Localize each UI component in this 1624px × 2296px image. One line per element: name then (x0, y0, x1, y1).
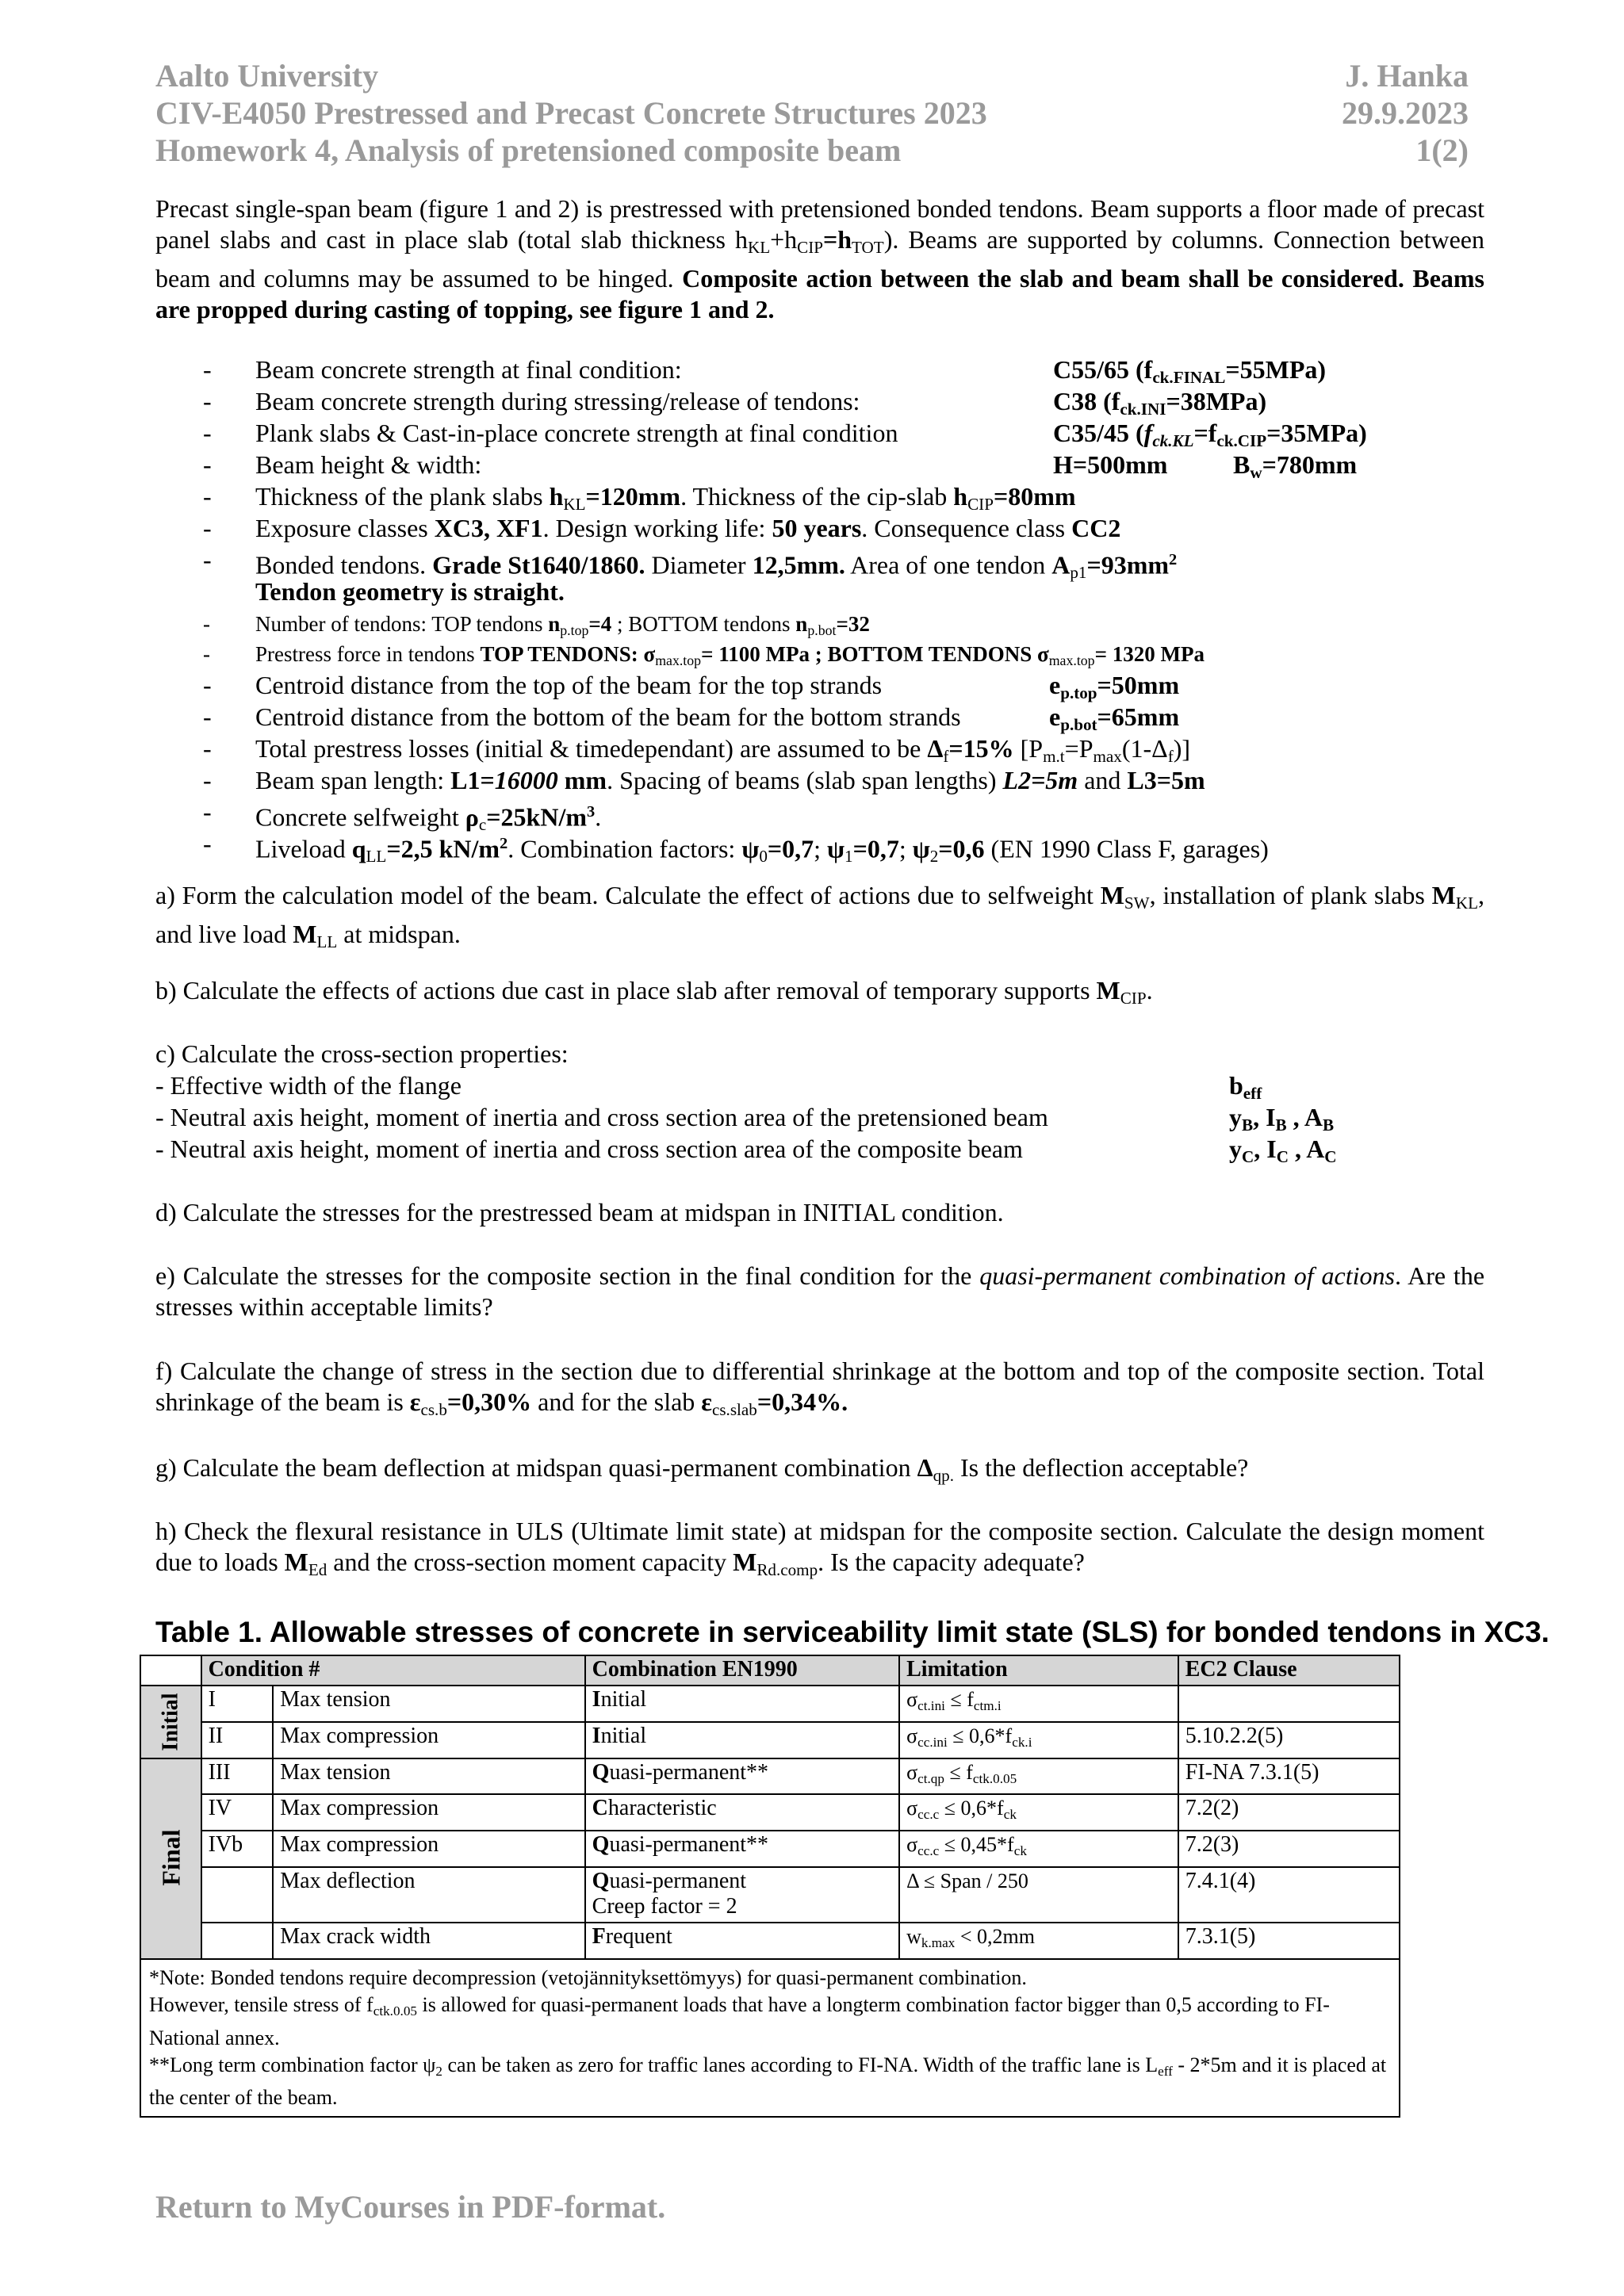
course-title: CIV-E4050 Prestressed and Precast Concrete Structures 2023 (155, 95, 987, 131)
group-initial-label: Initial (140, 1686, 201, 1758)
param-centroid-bottom: - Centroid distance from the bottom of the beam for the bottom strands $e_{p.bot}=65mm$ (203, 702, 1180, 734)
param-slab-strength: - Plank slabs & Cast-in-place concrete strength at final condition C35/45 $(f_{ck.KL}=f_{ck.CIP}=35MPa)$ (203, 419, 1367, 450)
table-header-row (140, 1655, 1400, 1686)
intro-paragraph: Precast single-span beam (figure 1 and 2) is prestressed with pretensioned bonded tendons. Beam supports a floor made of precast panel slabs and cast in place slab (total slab thickness $h_{KL}+h_{CIP}=h_{TOT}$). Beams are supported by columns. Connection between beam and columns may be assumed to be hinged. Composite action between the slab and beam shall be considered. Beams are propped during casting of topping, see figure 1 and 2. (155, 194, 1485, 323)
param-number-of-tendons: - Number of tendons: TOP tendons $n_{p.top}=4$ ; BOTTOM tendons $n_{p.bot}=32$ (203, 612, 870, 638)
page-header (155, 57, 1469, 169)
table-row: IV Max compression Characteristic $\sigma_{cc.c} \le 0,6*f_{ck}$ 7.2(2) (140, 1794, 1400, 1831)
table-row: Final III Max tension Quasi-permanent** $\sigma_{ct.qp} \le f_{ctk.0.05}$ FI-NA 7.3.1(5) (140, 1758, 1400, 1795)
question-e: e) Calculate the stresses for the composite section in the final condition for the quasi-permanent combination of actions. Are the stresses within acceptable limits? (155, 1261, 1485, 1321)
group-final-label: Final (140, 1758, 201, 1959)
param-beam-dimensions: - Beam height & width: H=500mm $B_w=780mm$ (203, 450, 1358, 482)
table-note-row (140, 1959, 1400, 2118)
param-exposure-classes: - Exposure classes XC3, XF1. Design working life: 50 years. Consequence class CC2 (203, 514, 1121, 542)
question-g: g) Calculate the beam deflection at midspan quasi-permanent combination $\Delta_{qp.}$ Is the deflection acceptable? (155, 1453, 1249, 1485)
table-row: Max deflection Quasi-permanent Creep factor = 2 Δ ≤ Span / 250 7.4.1(4) (140, 1867, 1400, 1923)
header-clause: EC2 Clause (1178, 1655, 1400, 1686)
table-row: Initial I Max tension Initial $\sigma_{ct.ini} \le f_{ctm.i}$ (140, 1686, 1400, 1722)
param-concrete-selfweight: - Concrete selfweight $\rho_c=25kN/m^3$. (203, 798, 602, 835)
page-number: 1(2) (1415, 132, 1469, 168)
question-a: a) Form the calculation model of the beam. Calculate the effect of actions due to selfweight $M_{SW}$, installation of plank slabs $M_{KL}$, and live load $M_{LL}$ at midspan. (155, 881, 1485, 951)
param-centroid-top: - Centroid distance from the top of the beam for the top strands $e_{p.top}=50mm$ (203, 671, 1180, 702)
param-prestress-losses: - Total prestress losses (initial & timedependant) are assumed to be $\Delta_f=15\%$ $[P_{m.t}=P_{max}(1-\Delta_f)]$ (203, 734, 1191, 766)
parameter-list (203, 354, 1488, 867)
param-tendon-geometry: Tendon geometry is straight. (255, 577, 565, 606)
header-limitation: Limitation (899, 1655, 1178, 1686)
param-liveload: - Liveload $q_{LL}=2,5$ $kN/m^2$. Combination factors: $\psi_0=0,7$; $\psi_1=0,7$; $\psi_2=0,6$ (EN 1990 Class F, garages) (203, 829, 1269, 867)
table-title: Table 1. Allowable stresses of concrete in serviceability limit state (SLS) for bonded tendons in XC3. (155, 1616, 1549, 1648)
author-name: J. Hanka (1345, 58, 1469, 94)
sls-stress-table (140, 1655, 1400, 2118)
homework-title: Homework 4, Analysis of pretensioned composite beam (155, 132, 902, 168)
param-bonded-tendons: - Bonded tendons. Grade St1640/1860. Diameter 12,5mm. Area of one tendon $A_{p1}=93mm^2$ (203, 545, 1178, 583)
question-d: d) Calculate the stresses for the prestressed beam at midspan in INITIAL condition. (155, 1198, 1004, 1226)
question-h: h) Check the flexural resistance in ULS (Ultimate limit state) at midspan for the composite section. Calculate the design moment due to loads $M_{Ed}$ and the cross-section moment capacity $M_{Rd.comp}$. Is the capacity adequate? (155, 1517, 1484, 1579)
table-row: IVb Max compression Quasi-permanent** $\sigma_{cc.c} \le 0,45*f_{ck}$ 7.2(3) (140, 1831, 1400, 1867)
param-prestress-force: - Prestress force in tendons TOP TENDONS: $\sigma_{max.top}= 1100$ MPa ; BOTTOM TENDONS $\sigma_{max.top}= 1320$ MPa (203, 642, 1205, 668)
table-note: *Note: Bonded tendons require decompression (vetojännityksettömyys) for quasi-permanent combination. However, tensile stress of $f_{ctk.0.05}$ is allowed for quasi-permanent loads that have a longterm combination factor bigger than 0,5 according to FI-National annex. **Long term combination factor $\psi_2$ can be taken as zero for traffic lanes according to FI-NA. Width of the traffic lane is $L_{eff} - 2*5m$ and it is placed at the center of the beam. (140, 1959, 1400, 2118)
table-row: Max crack width Frequent $w_{k.max} < 0,2mm$ 7.3.1(5) (140, 1923, 1400, 1959)
document-date: 29.9.2023 (1342, 95, 1469, 131)
param-slab-thickness: - Thickness of the plank slabs $h_{KL}=120mm$. Thickness of the cip-slab $h_{CIP}=80mm$ (203, 482, 1076, 514)
table-row: II Max compression Initial $\sigma_{cc.ini} \le 0,6*f_{ck.i}$ 5.10.2.2(5) (140, 1722, 1400, 1758)
param-beam-strength-initial: - Beam concrete strength during stressing/release of tendons: C38 $(f_{ck.INI}=38MPa)$ (203, 387, 1267, 419)
question-f: f) Calculate the change of stress in the section due to differential shrinkage at the bottom and top of the composite section. Total shrinkage of the beam is $\varepsilon_{cs.b}=0,30\%$ and for the slab $\varepsilon_{cs.slab}=0,34\%$. (155, 1357, 1484, 1419)
header-condition: Condition # (201, 1655, 585, 1686)
question-b: b) Calculate the effects of actions due cast in place slab after removal of temporary supports $M_{CIP}$. (155, 976, 1153, 1008)
university-name: Aalto University (155, 58, 379, 94)
footer-note: Return to MyCourses in PDF-format. (155, 2189, 666, 2225)
param-beam-strength-final: - Beam concrete strength at final condition: C55/65 $(f_{ck.FINAL}=55MPa)$ (203, 355, 1327, 387)
header-combination: Combination EN1990 (585, 1655, 899, 1686)
param-span-length: - Beam span length: L1=16000 mm. Spacing of beams (slab span lengths) L2=5m and L3=5m (203, 766, 1205, 794)
question-c: c) Calculate the cross-section properties: - Effective width of the flange $b_{eff}$ - Neutral axis height, moment of inertia and cross section area of the pretensioned beam $y_B$, $I_B$ , $A_B$ - Neutral axis height, moment of inertia and cross section area of the composite beam $y_C$, $I_C$ , $A_C$ (155, 1039, 1337, 1166)
